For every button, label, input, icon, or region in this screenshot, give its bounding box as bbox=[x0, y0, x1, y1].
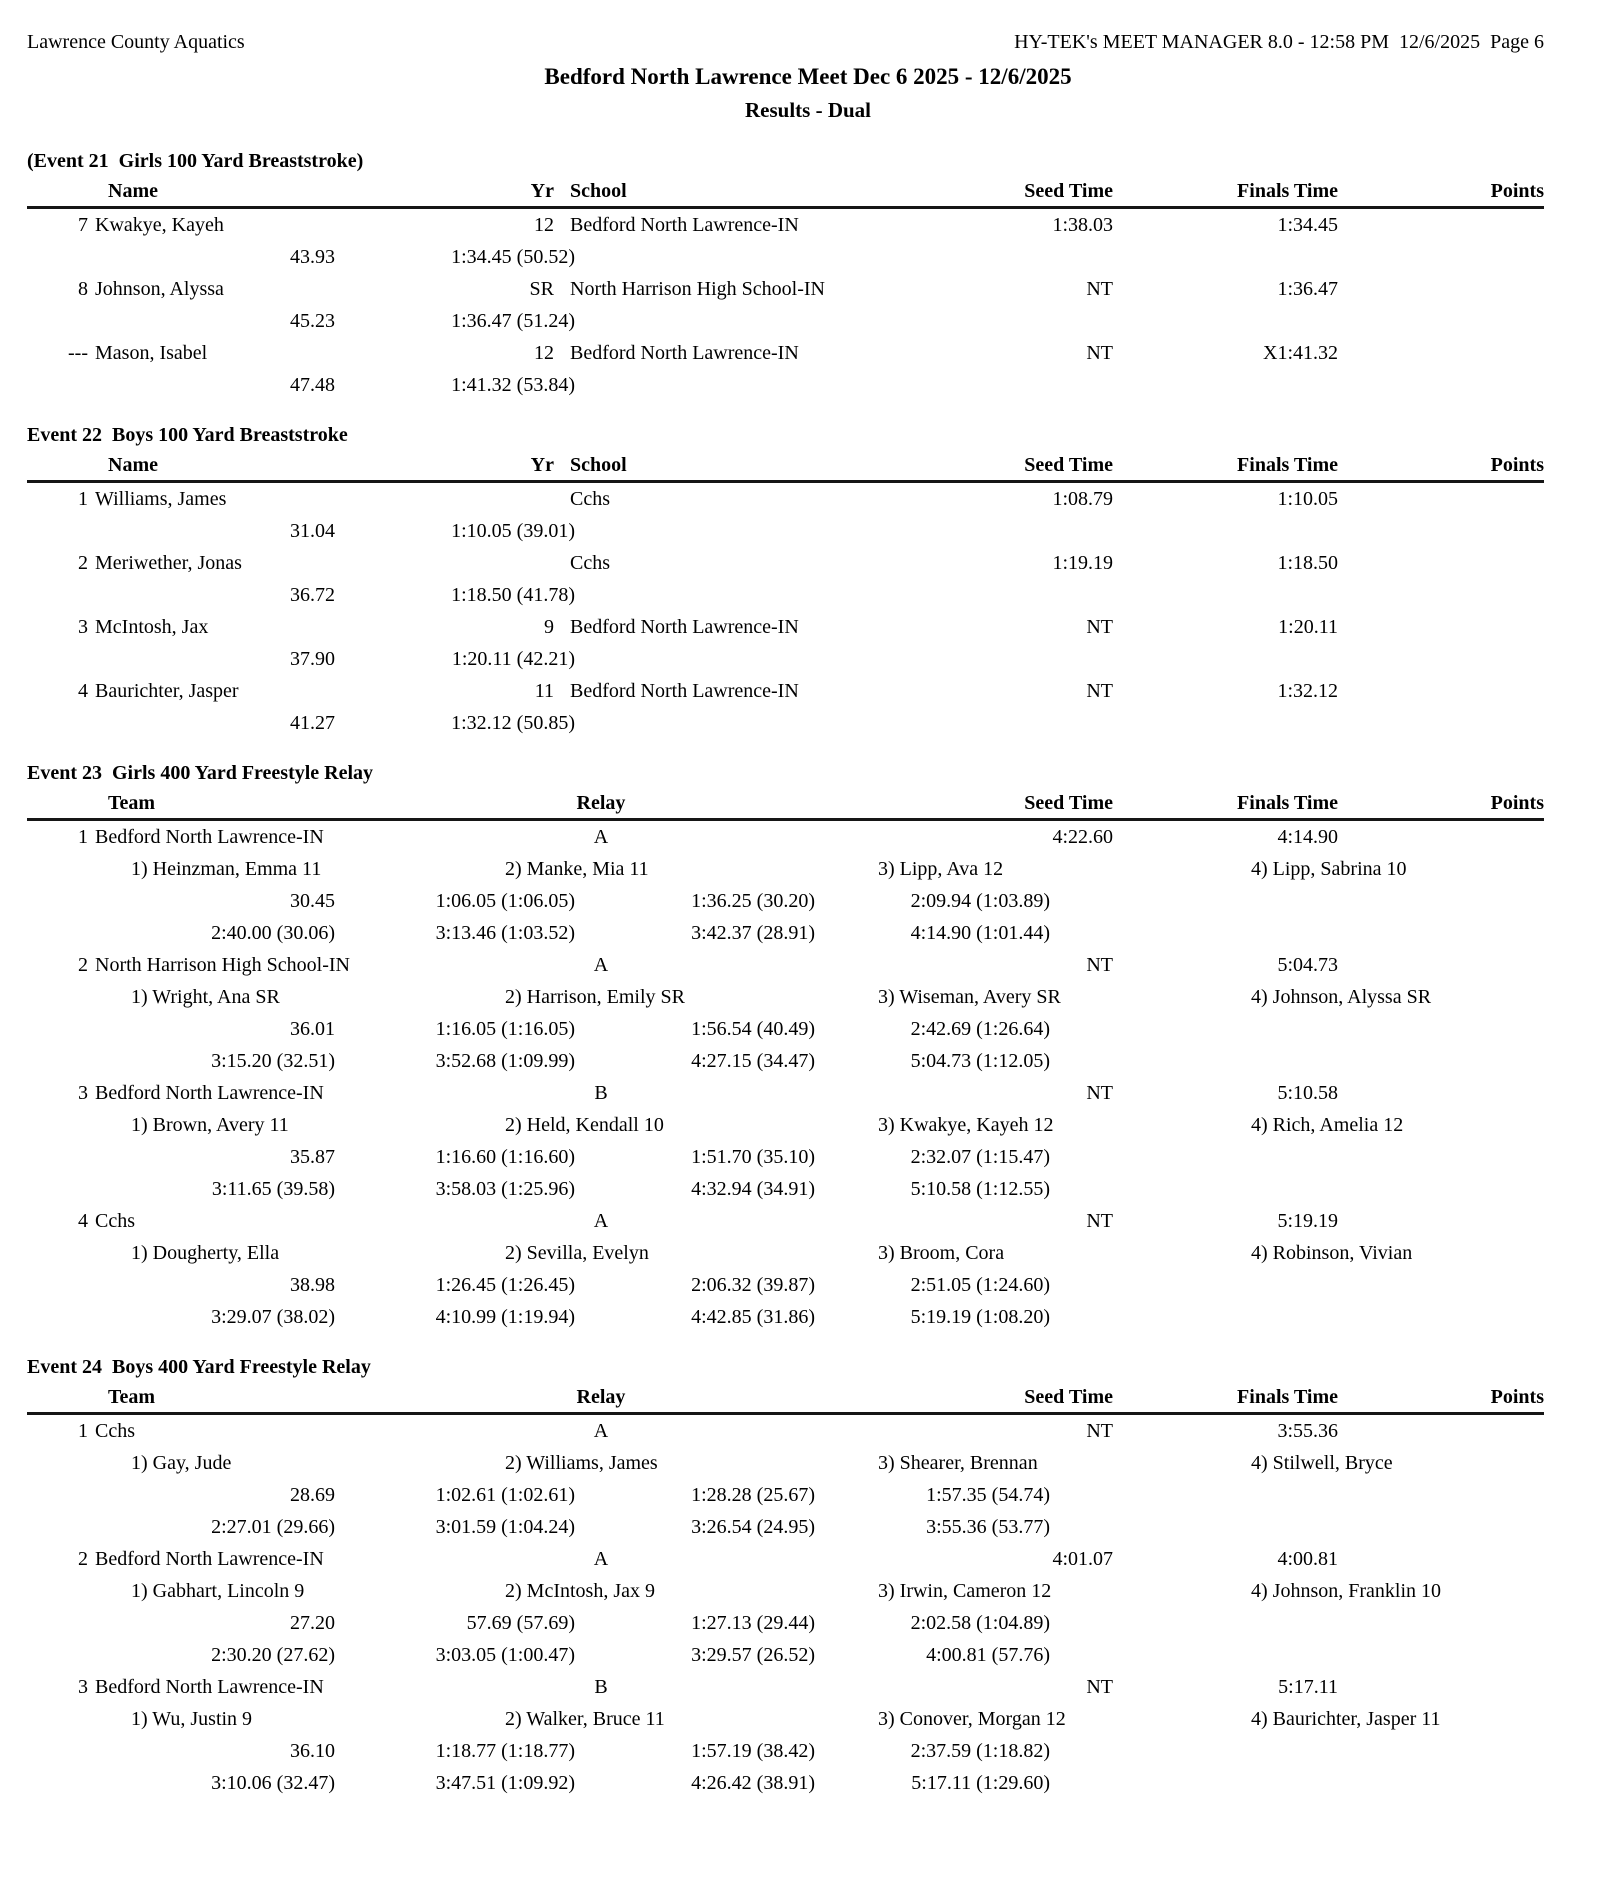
split-cell: 47.48 bbox=[290, 374, 335, 396]
relay-swimmers-row bbox=[27, 1575, 1544, 1607]
split-cell: 35.87 bbox=[290, 1146, 335, 1168]
split-cell: 3:01.59 (1:04.24) bbox=[435, 1516, 575, 1538]
yr-cell: 12 bbox=[534, 214, 554, 236]
relay-swimmers-row bbox=[27, 1447, 1544, 1479]
split-cell: 2:32.07 (1:15.47) bbox=[910, 1146, 1050, 1168]
school-cell: Cchs bbox=[570, 552, 610, 574]
finals-time-cell: 1:34.45 bbox=[1277, 214, 1338, 236]
split-cell: 2:02.58 (1:04.89) bbox=[910, 1612, 1050, 1634]
splits-row bbox=[27, 1735, 1544, 1767]
finals-time-cell: 3:55.36 bbox=[1277, 1420, 1338, 1442]
place-cell: 1 bbox=[78, 826, 88, 848]
relay-swimmer-cell: 4) Stilwell, Bryce bbox=[1251, 1452, 1393, 1474]
finals-time-cell: 5:10.58 bbox=[1277, 1082, 1338, 1104]
splits-row bbox=[27, 1301, 1544, 1333]
splits-row bbox=[27, 885, 1544, 917]
relay-letter-cell: B bbox=[594, 1676, 608, 1698]
relay-letter-cell: A bbox=[593, 826, 609, 848]
split-cell: 4:26.42 (38.91) bbox=[691, 1772, 815, 1794]
seed-time-cell: 1:19.19 bbox=[1052, 552, 1113, 574]
relay-swimmer-cell: 1) Wright, Ana SR bbox=[131, 986, 280, 1008]
splits-row bbox=[27, 1479, 1544, 1511]
split-cell: 4:10.99 (1:19.94) bbox=[435, 1306, 575, 1328]
splits-row bbox=[27, 1639, 1544, 1671]
doc-header bbox=[27, 26, 1544, 58]
relay-swimmer-cell: 4) Rich, Amelia 12 bbox=[1251, 1114, 1404, 1136]
seed-time-cell: 4:22.60 bbox=[1052, 826, 1113, 848]
facility-name: Lawrence County Aquatics bbox=[27, 31, 245, 53]
split-cell: 1:51.70 (35.10) bbox=[691, 1146, 815, 1168]
points-cell bbox=[1338, 675, 1544, 707]
relay-swimmer-cell: 2) Sevilla, Evelyn bbox=[505, 1242, 649, 1264]
place-cell: 4 bbox=[78, 680, 88, 702]
school-cell: Bedford North Lawrence-IN bbox=[570, 214, 799, 236]
split-cell: 5:17.11 (1:29.60) bbox=[911, 1772, 1050, 1794]
software-info: HY-TEK's MEET MANAGER 8.0 - 12:58 PM 12/6/2025 Page 6 bbox=[1014, 31, 1544, 53]
relay-swimmer-cell: 4) Johnson, Franklin 10 bbox=[1251, 1580, 1441, 1602]
team-cell: Bedford North Lawrence-IN bbox=[95, 826, 324, 848]
split-cell: 5:10.58 (1:12.55) bbox=[910, 1178, 1050, 1200]
relay-result-row bbox=[27, 1671, 1544, 1703]
column-header: Seed Time bbox=[1024, 1386, 1113, 1408]
splits-row bbox=[27, 643, 1544, 675]
split-cell: 2:51.05 (1:24.60) bbox=[910, 1274, 1050, 1296]
points-cell bbox=[1338, 483, 1544, 515]
split-cell: 45.23 bbox=[290, 310, 335, 332]
column-header: Points bbox=[1490, 180, 1544, 202]
column-header: Name bbox=[108, 180, 158, 202]
relay-swimmer-cell: 2) Walker, Bruce 11 bbox=[505, 1708, 665, 1730]
name-cell: Meriwether, Jonas bbox=[95, 552, 242, 574]
split-cell: 38.98 bbox=[290, 1274, 335, 1296]
column-header: Relay bbox=[576, 1386, 626, 1408]
split-cell: 28.69 bbox=[290, 1484, 335, 1506]
seed-time-cell: 1:38.03 bbox=[1052, 214, 1113, 236]
team-cell: Bedford North Lawrence-IN bbox=[95, 1082, 324, 1104]
column-header: Seed Time bbox=[1024, 180, 1113, 202]
team-cell: Cchs bbox=[95, 1420, 135, 1442]
finals-time-cell: 1:10.05 bbox=[1277, 488, 1338, 510]
event-section bbox=[27, 1351, 1544, 1799]
seed-time-cell: NT bbox=[1086, 616, 1113, 638]
seed-time-cell: NT bbox=[1086, 1420, 1113, 1442]
relay-swimmer-cell: 2) Harrison, Emily SR bbox=[505, 986, 685, 1008]
splits-row bbox=[27, 1045, 1544, 1077]
split-cell: 3:26.54 (24.95) bbox=[691, 1516, 815, 1538]
split-cell: 3:15.20 (32.51) bbox=[211, 1050, 335, 1072]
split-cell: 2:42.69 (1:26.64) bbox=[910, 1018, 1050, 1040]
split-cell: 1:27.13 (29.44) bbox=[691, 1612, 815, 1634]
column-header-row bbox=[27, 790, 1544, 821]
column-header-row bbox=[27, 178, 1544, 209]
split-cell: 31.04 bbox=[290, 520, 335, 542]
split-cell: 1:18.50 (41.78) bbox=[451, 584, 575, 606]
relay-letter-cell: B bbox=[594, 1082, 608, 1104]
split-cell: 1:18.77 (1:18.77) bbox=[435, 1740, 575, 1762]
relay-swimmer-cell: 1) Gabhart, Lincoln 9 bbox=[131, 1580, 305, 1602]
split-cell: 3:11.65 (39.58) bbox=[211, 1178, 335, 1200]
relay-swimmers-row bbox=[27, 1703, 1544, 1735]
result-row bbox=[27, 611, 1544, 643]
split-cell: 2:27.01 (29.66) bbox=[211, 1516, 335, 1538]
team-cell: Cchs bbox=[95, 1210, 135, 1232]
column-header: Team bbox=[108, 792, 156, 814]
event-title: Event 22 Boys 100 Yard Breaststroke bbox=[27, 424, 348, 446]
column-header bbox=[27, 452, 88, 479]
relay-swimmer-cell: 3) Lipp, Ava 12 bbox=[878, 858, 1004, 880]
relay-result-row bbox=[27, 1205, 1544, 1237]
relay-result-row bbox=[27, 949, 1544, 981]
split-cell: 3:58.03 (1:25.96) bbox=[435, 1178, 575, 1200]
split-cell: 1:26.45 (1:26.45) bbox=[435, 1274, 575, 1296]
split-cell: 37.90 bbox=[290, 648, 335, 670]
name-cell: Williams, James bbox=[95, 488, 227, 510]
place-cell: 2 bbox=[78, 552, 88, 574]
column-header bbox=[27, 790, 88, 817]
school-cell: North Harrison High School-IN bbox=[570, 278, 825, 300]
relay-swimmers-row bbox=[27, 1237, 1544, 1269]
split-cell: 1:16.60 (1:16.60) bbox=[435, 1146, 575, 1168]
split-cell: 3:29.57 (26.52) bbox=[691, 1644, 815, 1666]
event-section bbox=[27, 419, 1544, 739]
split-cell: 4:00.81 (57.76) bbox=[926, 1644, 1050, 1666]
seed-time-cell: NT bbox=[1086, 680, 1113, 702]
seed-time-cell: NT bbox=[1086, 1210, 1113, 1232]
relay-letter-cell: A bbox=[593, 1210, 609, 1232]
place-cell: 3 bbox=[78, 616, 88, 638]
split-cell: 4:14.90 (1:01.44) bbox=[910, 922, 1050, 944]
yr-cell: 9 bbox=[544, 616, 554, 638]
yr-cell: 12 bbox=[534, 342, 554, 364]
splits-row bbox=[27, 305, 1544, 337]
points-cell bbox=[1338, 209, 1544, 241]
split-cell: 1:34.45 (50.52) bbox=[451, 246, 575, 268]
team-cell: North Harrison High School-IN bbox=[95, 954, 350, 976]
relay-swimmer-cell: 2) Held, Kendall 10 bbox=[505, 1114, 664, 1136]
split-cell: 3:47.51 (1:09.92) bbox=[435, 1772, 575, 1794]
splits-row bbox=[27, 707, 1544, 739]
results-subtitle: Results - Dual bbox=[744, 98, 871, 122]
column-header-row bbox=[27, 452, 1544, 483]
splits-row bbox=[27, 1511, 1544, 1543]
split-cell: 1:06.05 (1:06.05) bbox=[435, 890, 575, 912]
result-row bbox=[27, 337, 1544, 369]
split-cell: 2:06.32 (39.87) bbox=[691, 1274, 815, 1296]
column-header: Points bbox=[1490, 1386, 1544, 1408]
column-header: Seed Time bbox=[1024, 792, 1113, 814]
relay-result-row bbox=[27, 1077, 1544, 1109]
relay-swimmer-cell: 1) Dougherty, Ella bbox=[131, 1242, 280, 1264]
finals-time-cell: X1:41.32 bbox=[1263, 342, 1338, 364]
points-cell bbox=[1338, 273, 1544, 305]
seed-time-cell: NT bbox=[1086, 1082, 1113, 1104]
relay-swimmer-cell: 2) Manke, Mia 11 bbox=[505, 858, 649, 880]
column-header: Seed Time bbox=[1024, 454, 1113, 476]
place-cell: 8 bbox=[78, 278, 88, 300]
event-title: (Event 21 Girls 100 Yard Breaststroke) bbox=[27, 150, 364, 172]
relay-letter-cell: A bbox=[593, 954, 609, 976]
relay-swimmer-cell: 4) Baurichter, Jasper 11 bbox=[1251, 1708, 1441, 1730]
split-cell: 1:02.61 (1:02.61) bbox=[435, 1484, 575, 1506]
split-cell: 41.27 bbox=[290, 712, 335, 734]
yr-cell bbox=[470, 483, 554, 515]
splits-row bbox=[27, 369, 1544, 401]
place-cell: 2 bbox=[78, 1548, 88, 1570]
team-cell: Bedford North Lawrence-IN bbox=[95, 1676, 324, 1698]
seed-time-cell: 1:08.79 bbox=[1052, 488, 1113, 510]
relay-swimmer-cell: 3) Irwin, Cameron 12 bbox=[878, 1580, 1052, 1602]
split-cell: 27.20 bbox=[290, 1612, 335, 1634]
result-row bbox=[27, 273, 1544, 305]
relay-swimmer-cell: 1) Wu, Justin 9 bbox=[131, 1708, 253, 1730]
points-cell bbox=[1338, 1543, 1544, 1575]
event-section bbox=[27, 145, 1544, 401]
column-header: Points bbox=[1490, 792, 1544, 814]
event-title: Event 24 Boys 400 Yard Freestyle Relay bbox=[27, 1356, 371, 1378]
seed-time-cell: 4:01.07 bbox=[1052, 1548, 1113, 1570]
split-cell: 43.93 bbox=[290, 246, 335, 268]
split-cell: 3:03.05 (1:00.47) bbox=[435, 1644, 575, 1666]
relay-letter-cell: A bbox=[593, 1548, 609, 1570]
relay-swimmers-row bbox=[27, 981, 1544, 1013]
place-cell: 4 bbox=[78, 1210, 88, 1232]
school-cell: Bedford North Lawrence-IN bbox=[570, 680, 799, 702]
split-cell: 3:29.07 (38.02) bbox=[211, 1306, 335, 1328]
column-header: Points bbox=[1490, 454, 1544, 476]
finals-time-cell: 5:04.73 bbox=[1277, 954, 1338, 976]
name-cell: Johnson, Alyssa bbox=[95, 278, 224, 300]
relay-swimmer-cell: 4) Lipp, Sabrina 10 bbox=[1251, 858, 1407, 880]
column-header: Team bbox=[108, 1386, 156, 1408]
split-cell: 1:28.28 (25.67) bbox=[691, 1484, 815, 1506]
relay-swimmer-cell: 3) Kwakye, Kayeh 12 bbox=[878, 1114, 1054, 1136]
finals-time-cell: 4:14.90 bbox=[1277, 826, 1338, 848]
relay-letter-cell: A bbox=[593, 1420, 609, 1442]
points-cell bbox=[1338, 821, 1544, 853]
points-cell bbox=[1338, 1077, 1544, 1109]
points-cell bbox=[1338, 611, 1544, 643]
event-section bbox=[27, 757, 1544, 1333]
split-cell: 1:16.05 (1:16.05) bbox=[435, 1018, 575, 1040]
split-cell: 36.72 bbox=[290, 584, 335, 606]
column-header: Finals Time bbox=[1237, 180, 1338, 202]
yr-cell bbox=[470, 547, 554, 579]
school-cell: Cchs bbox=[570, 488, 610, 510]
splits-row bbox=[27, 241, 1544, 273]
seed-time-cell: NT bbox=[1086, 954, 1113, 976]
relay-swimmer-cell: 2) McIntosh, Jax 9 bbox=[505, 1580, 655, 1602]
splits-row bbox=[27, 1173, 1544, 1205]
split-cell: 1:41.32 (53.84) bbox=[451, 374, 575, 396]
points-cell bbox=[1338, 1415, 1544, 1447]
splits-row bbox=[27, 917, 1544, 949]
school-cell: Bedford North Lawrence-IN bbox=[570, 616, 799, 638]
relay-swimmer-cell: 3) Shearer, Brennan bbox=[878, 1452, 1038, 1474]
split-cell: 3:13.46 (1:03.52) bbox=[435, 922, 575, 944]
finals-time-cell: 1:32.12 bbox=[1277, 680, 1338, 702]
split-cell: 3:42.37 (28.91) bbox=[691, 922, 815, 944]
place-cell: 2 bbox=[78, 954, 88, 976]
split-cell: 4:32.94 (34.91) bbox=[691, 1178, 815, 1200]
relay-swimmers-row bbox=[27, 1109, 1544, 1141]
seed-time-cell: NT bbox=[1086, 1676, 1113, 1698]
result-row bbox=[27, 209, 1544, 241]
result-row bbox=[27, 547, 1544, 579]
column-header bbox=[27, 1384, 88, 1411]
yr-cell: 11 bbox=[534, 680, 554, 702]
finals-time-cell: 1:20.11 bbox=[1278, 616, 1338, 638]
splits-row bbox=[27, 1607, 1544, 1639]
column-header-row bbox=[27, 1384, 1544, 1415]
finals-time-cell: 5:19.19 bbox=[1277, 1210, 1338, 1232]
relay-swimmer-cell: 3) Wiseman, Avery SR bbox=[878, 986, 1061, 1008]
relay-swimmers-row bbox=[27, 853, 1544, 885]
split-cell: 2:37.59 (1:18.82) bbox=[910, 1740, 1050, 1762]
events-container bbox=[27, 145, 1544, 1799]
place-cell: 1 bbox=[78, 488, 88, 510]
name-cell: McIntosh, Jax bbox=[95, 616, 209, 638]
points-cell bbox=[1338, 337, 1544, 369]
place-cell: 7 bbox=[78, 214, 88, 236]
relay-result-row bbox=[27, 821, 1544, 853]
column-header: Yr bbox=[530, 180, 554, 202]
split-cell: 1:10.05 (39.01) bbox=[451, 520, 575, 542]
relay-swimmer-cell: 4) Johnson, Alyssa SR bbox=[1251, 986, 1432, 1008]
points-cell bbox=[1338, 1671, 1544, 1703]
split-cell: 5:19.19 (1:08.20) bbox=[910, 1306, 1050, 1328]
place-cell: --- bbox=[68, 342, 88, 364]
splits-row bbox=[27, 1013, 1544, 1045]
finals-time-cell: 5:17.11 bbox=[1278, 1676, 1338, 1698]
column-header: School bbox=[570, 454, 627, 476]
split-cell: 4:27.15 (34.47) bbox=[691, 1050, 815, 1072]
meet-title: Bedford North Lawrence Meet Dec 6 2025 - 12/6/2025 bbox=[544, 64, 1072, 89]
relay-swimmer-cell: 1) Brown, Avery 11 bbox=[131, 1114, 289, 1136]
relay-swimmer-cell: 3) Broom, Cora bbox=[878, 1242, 1005, 1264]
split-cell: 1:36.25 (30.20) bbox=[691, 890, 815, 912]
column-header: School bbox=[570, 180, 627, 202]
split-cell: 5:04.73 (1:12.05) bbox=[910, 1050, 1050, 1072]
event-title: Event 23 Girls 400 Yard Freestyle Relay bbox=[27, 762, 374, 784]
split-cell: 1:57.35 (54.74) bbox=[926, 1484, 1050, 1506]
place-cell: 1 bbox=[78, 1420, 88, 1442]
split-cell: 2:09.94 (1:03.89) bbox=[910, 890, 1050, 912]
finals-time-cell: 4:00.81 bbox=[1277, 1548, 1338, 1570]
split-cell: 1:36.47 (51.24) bbox=[451, 310, 575, 332]
points-cell bbox=[1338, 547, 1544, 579]
column-header: Finals Time bbox=[1237, 1386, 1338, 1408]
points-cell bbox=[1338, 1205, 1544, 1237]
split-cell: 36.10 bbox=[290, 1740, 335, 1762]
split-cell: 3:52.68 (1:09.99) bbox=[435, 1050, 575, 1072]
relay-swimmer-cell: 1) Heinzman, Emma 11 bbox=[131, 858, 322, 880]
split-cell: 1:56.54 (40.49) bbox=[691, 1018, 815, 1040]
split-cell: 3:10.06 (32.47) bbox=[211, 1772, 335, 1794]
school-cell: Bedford North Lawrence-IN bbox=[570, 342, 799, 364]
seed-time-cell: NT bbox=[1086, 342, 1113, 364]
splits-row bbox=[27, 1269, 1544, 1301]
split-cell: 2:40.00 (30.06) bbox=[211, 922, 335, 944]
column-header: Yr bbox=[530, 454, 554, 476]
split-cell: 30.45 bbox=[290, 890, 335, 912]
team-cell: Bedford North Lawrence-IN bbox=[95, 1548, 324, 1570]
column-header bbox=[27, 178, 88, 205]
split-cell: 36.01 bbox=[290, 1018, 335, 1040]
name-cell: Kwakye, Kayeh bbox=[95, 214, 224, 236]
split-cell: 2:30.20 (27.62) bbox=[211, 1644, 335, 1666]
relay-result-row bbox=[27, 1415, 1544, 1447]
relay-swimmer-cell: 1) Gay, Jude bbox=[131, 1452, 232, 1474]
splits-row bbox=[27, 1141, 1544, 1173]
splits-row bbox=[27, 579, 1544, 611]
split-cell: 3:55.36 (53.77) bbox=[926, 1516, 1050, 1538]
finals-time-cell: 1:36.47 bbox=[1277, 278, 1338, 300]
name-cell: Baurichter, Jasper bbox=[95, 680, 239, 702]
result-row bbox=[27, 483, 1544, 515]
splits-row bbox=[27, 1767, 1544, 1799]
split-cell: 1:57.19 (38.42) bbox=[691, 1740, 815, 1762]
relay-swimmer-cell: 4) Robinson, Vivian bbox=[1251, 1242, 1413, 1264]
finals-time-cell: 1:18.50 bbox=[1277, 552, 1338, 574]
column-header: Relay bbox=[576, 792, 626, 814]
place-cell: 3 bbox=[78, 1082, 88, 1104]
split-cell: 1:20.11 (42.21) bbox=[451, 648, 575, 670]
relay-swimmer-cell: 3) Conover, Morgan 12 bbox=[878, 1708, 1066, 1730]
splits-row bbox=[27, 515, 1544, 547]
name-cell: Mason, Isabel bbox=[95, 342, 208, 364]
relay-result-row bbox=[27, 1543, 1544, 1575]
result-row bbox=[27, 675, 1544, 707]
relay-swimmer-cell: 2) Williams, James bbox=[505, 1452, 658, 1474]
place-cell: 3 bbox=[78, 1676, 88, 1698]
column-header: Finals Time bbox=[1237, 792, 1338, 814]
split-cell: 1:32.12 (50.85) bbox=[451, 712, 575, 734]
column-header: Finals Time bbox=[1237, 454, 1338, 476]
seed-time-cell: NT bbox=[1086, 278, 1113, 300]
points-cell bbox=[1338, 949, 1544, 981]
column-header: Name bbox=[108, 454, 158, 476]
yr-cell: SR bbox=[529, 278, 554, 300]
split-cell: 57.69 (57.69) bbox=[466, 1612, 575, 1634]
split-cell: 4:42.85 (31.86) bbox=[691, 1306, 815, 1328]
